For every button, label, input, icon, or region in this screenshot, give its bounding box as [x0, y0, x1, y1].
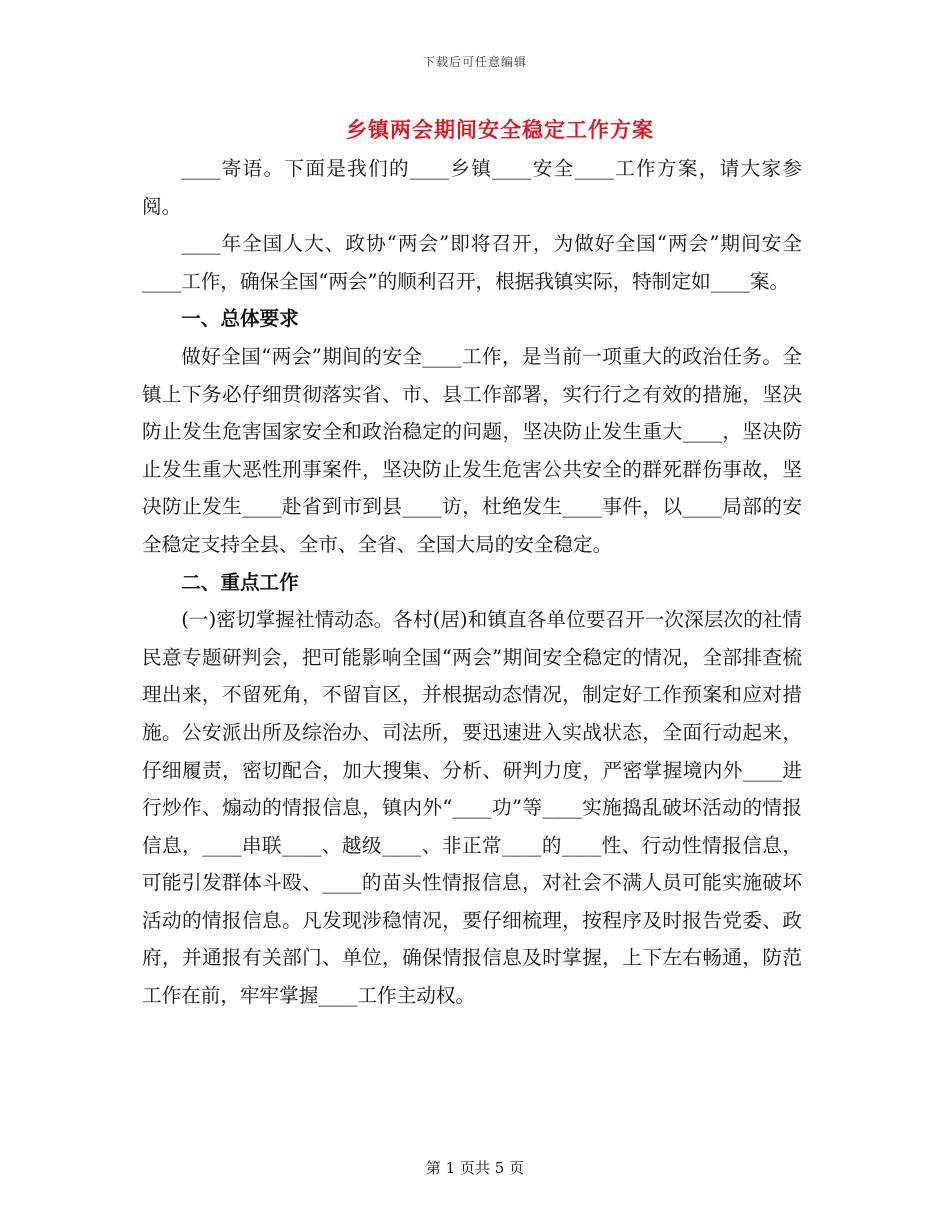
document-body — [142, 150, 802, 1015]
paragraph-background: ____年全国人大、政协“两会”即将召开，为做好全国“两会”期间安全____工作，确保全国“两会”的顺利召开，根据我镇实际，特制定如____案。 — [142, 232, 802, 293]
header-note: 下载后可任意编辑 — [422, 55, 527, 69]
paragraph-general-requirements: 做好全国“两会”期间的安全____工作，是当前一项重大的政治任务。全镇上下务必仔细贯彻落实省、市、县工作部署，实行行之有效的措施，坚决防止发生危害国家安全和政治稳定的问题，坚决防止发生重大____，坚决防止发生重大恶性刑事案件，坚决防止发生危害公共安全的群死群伤事故，坚决防止发生____赴省到市到县____访，杜绝发生____事件，以____局部的安全稳定支持全县、全市、全省、全国大局的安全稳定。 — [142, 344, 802, 556]
paragraph-intro: ____寄语。下面是我们的____乡镇____安全____工作方案，请大家参阅。 — [142, 157, 802, 218]
page-number: 第 1 页共 5 页 — [425, 1159, 525, 1177]
page-title: 乡镇两会期间安全稳定工作方案 — [346, 117, 654, 142]
section-heading-general-requirements: 一、总体要求 — [181, 307, 299, 331]
paragraph-key-work-1: (一)密切掌握社情动态。各村(居)和镇直各单位要召开一次深层次的社情民意专题研判会，把可能影响全国“两会”期间安全稳定的情况，全部排查梳理出来，不留死角，不留盲区，并根据动态情况，制定好工作预案和应对措施。公安派出所及综治办、司法所，要迅速进入实战状态，全面行动起来，仔细履责，密切配合，加大搜集、分析、研判力度，严密掌握境内外____进行炒作、煽动的情报信息，镇内外“____功”等____实施捣乱破坏活动的情报信息，____串联____、越级____、非正常____的____性、行动性情报信息，可能引发群体斗殴、____的苗头性情报信息，对社会不满人员可能实施破坏活动的情报信息。凡发现涉稳情况，要仔细梳理，按程序及时报告党委、政府，并通报有关部门、单位，确保情报信息及时掌握，上下左右畅通，防范工作在前，牢牢掌握____工作主动权。 — [142, 608, 802, 1008]
section-heading-key-work: 二、重点工作 — [181, 570, 299, 594]
